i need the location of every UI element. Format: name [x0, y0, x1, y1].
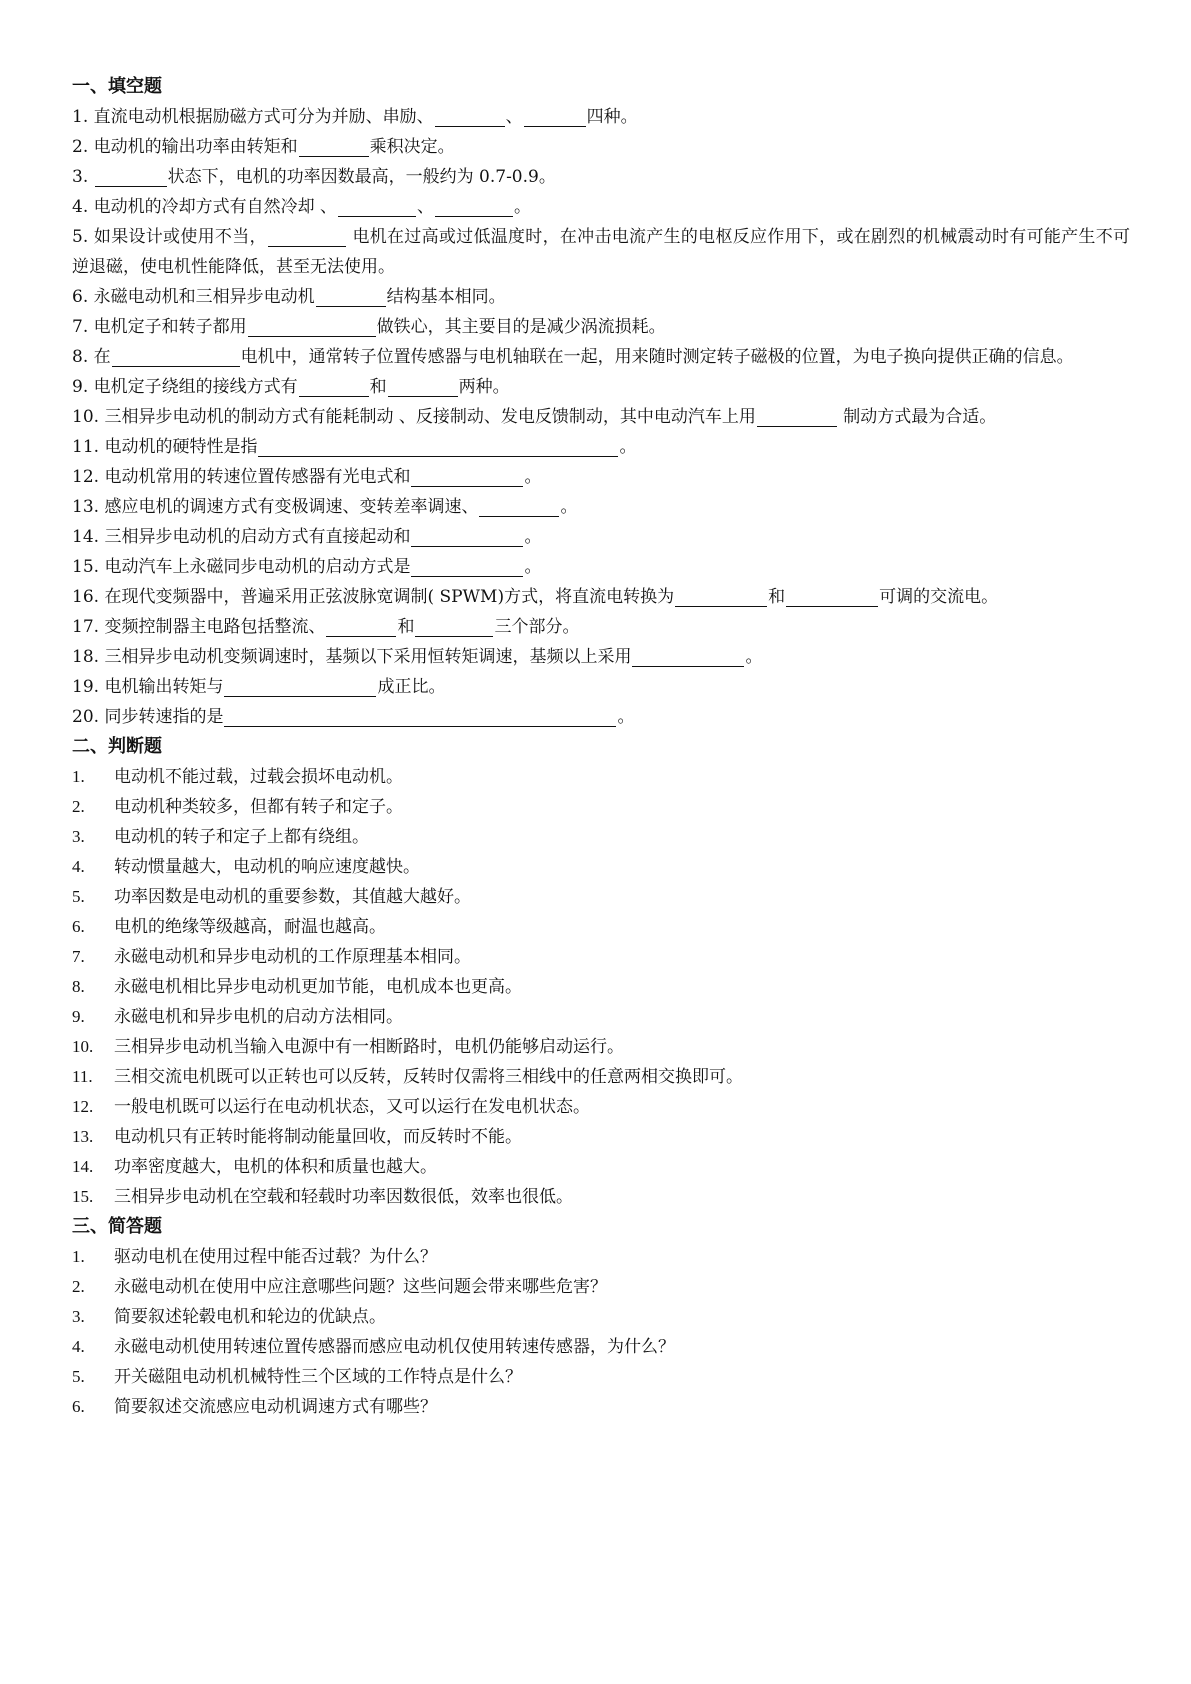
answer-blank[interactable] — [224, 704, 616, 727]
question-text: 13. 感应电机的调速方式有变极调速、变转差率调速、 — [72, 497, 479, 517]
short-answer-item — [72, 1362, 1130, 1392]
true-false-item — [72, 1182, 1130, 1212]
answer-blank[interactable] — [224, 674, 376, 697]
item-text: 电机的绝缘等级越高，耐温也越高。 — [114, 917, 386, 937]
item-text: 三相交流电机既可以正转也可以反转，反转时仅需将三相线中的任意两相交换即可。 — [114, 1067, 743, 1087]
question-text: 和 — [369, 377, 387, 397]
fill-blank-question — [72, 402, 1130, 432]
item-number: 6. — [72, 917, 85, 936]
true-false-item — [72, 1092, 1130, 1122]
item-number: 12. — [72, 1097, 94, 1116]
answer-blank[interactable] — [299, 134, 369, 157]
item-text: 永磁电机和异步电机的启动方法相同。 — [114, 1007, 403, 1027]
fill-blank-list — [72, 102, 1130, 732]
answer-blank[interactable] — [338, 194, 416, 217]
question-text: 电机中，通常转子位置传感器与电机轴联在一起，用来随时测定转子磁极的位置，为电子换向提供正确的信息。 — [240, 347, 1074, 367]
item-text: 一般电机既可以运行在电动机状态，又可以运行在发电机状态。 — [114, 1097, 590, 1117]
question-text: 。 — [524, 527, 542, 547]
section-title: 二、判断题 — [72, 736, 162, 757]
item-number: 4. — [72, 1337, 85, 1356]
section-fill-blank — [72, 72, 1130, 732]
fill-blank-question — [72, 462, 1130, 492]
question-text: 制动方式最为合适。 — [837, 407, 997, 427]
item-text: 转动惯量越大，电动机的响应速度越快。 — [114, 857, 420, 877]
question-text: 四种。 — [586, 107, 638, 127]
question-text: 。 — [560, 497, 578, 517]
item-number: 13. — [72, 1127, 94, 1146]
fill-blank-question — [72, 132, 1130, 162]
item-text: 驱动电机在使用过程中能否过载？为什么？ — [114, 1247, 437, 1267]
answer-blank[interactable] — [411, 524, 523, 547]
fill-blank-question — [72, 312, 1130, 342]
true-false-item — [72, 942, 1130, 972]
question-text: 。 — [524, 467, 542, 487]
item-text: 永磁电机相比异步电动机更加节能，电机成本也更高。 — [114, 977, 522, 997]
true-false-list — [72, 762, 1130, 1212]
question-text: 15. 电动汽车上永磁同步电动机的启动方式是 — [72, 557, 411, 577]
question-text: 3. — [72, 167, 94, 187]
item-number: 2. — [72, 1277, 85, 1296]
question-text: 。 — [617, 707, 635, 727]
question-text: 做铁心，其主要目的是减少涡流损耗。 — [376, 317, 666, 337]
question-text: 11. 电动机的硬特性是指 — [72, 437, 258, 457]
answer-blank[interactable] — [479, 494, 559, 517]
item-text: 简要叙述交流感应电动机调速方式有哪些？ — [114, 1397, 437, 1417]
item-number: 1. — [72, 767, 85, 786]
item-text: 三相异步电动机在空载和轻载时功率因数很低，效率也很低。 — [114, 1187, 573, 1207]
answer-blank[interactable] — [95, 164, 167, 187]
fill-blank-question — [72, 582, 1130, 612]
short-answer-item — [72, 1272, 1130, 1302]
item-number: 10. — [72, 1037, 94, 1056]
short-answer-item — [72, 1392, 1130, 1422]
fill-blank-question — [72, 372, 1130, 402]
section-short-answer — [72, 1212, 1130, 1422]
item-number: 5. — [72, 887, 85, 906]
question-text: 1. 直流电动机根据励磁方式可分为并励、串励、 — [72, 107, 434, 127]
answer-blank[interactable] — [388, 374, 458, 397]
fill-blank-question — [72, 432, 1130, 462]
question-text: 两种。 — [458, 377, 510, 397]
item-number: 3. — [72, 827, 85, 846]
item-text: 电动机种类较多，但都有转子和定子。 — [114, 797, 403, 817]
fill-blank-question — [72, 612, 1130, 642]
question-text: 。 — [619, 437, 637, 457]
section-title: 三、简答题 — [72, 1216, 162, 1237]
question-text: 20. 同步转速指的是 — [72, 707, 224, 727]
item-text: 开关磁阻电动机机械特性三个区域的工作特点是什么？ — [114, 1367, 522, 1387]
item-number: 8. — [72, 977, 85, 996]
question-text: 7. 电机定子和转子都用 — [72, 317, 247, 337]
fill-blank-question — [72, 162, 1130, 192]
fill-blank-question — [72, 522, 1130, 552]
question-text: 14. 三相异步电动机的启动方式有直接起动和 — [72, 527, 411, 547]
item-number: 2. — [72, 797, 85, 816]
fill-blank-question — [72, 102, 1130, 132]
question-text: 、 — [417, 197, 435, 217]
fill-blank-question — [72, 702, 1130, 732]
question-text: 和 — [397, 617, 415, 637]
item-number: 14. — [72, 1157, 94, 1176]
fill-blank-question — [72, 642, 1130, 672]
true-false-item — [72, 852, 1130, 882]
short-answer-list — [72, 1242, 1130, 1422]
question-text: 乘积决定。 — [369, 137, 455, 157]
item-text: 功率因数是电动机的重要参数，其值越大越好。 — [114, 887, 471, 907]
question-text: 8. 在 — [72, 347, 111, 367]
answer-blank[interactable] — [268, 224, 346, 247]
question-text: 。 — [745, 647, 763, 667]
short-answer-item — [72, 1332, 1130, 1362]
answer-blank[interactable] — [786, 584, 878, 607]
true-false-item — [72, 792, 1130, 822]
question-text: 12. 电动机常用的转速位置传感器有光电式和 — [72, 467, 411, 487]
fill-blank-question — [72, 192, 1130, 222]
answer-blank[interactable] — [435, 194, 513, 217]
item-text: 功率密度越大，电机的体积和质量也越大。 — [114, 1157, 437, 1177]
question-text: 和 — [768, 587, 786, 607]
question-text: 2. 电动机的输出功率由转矩和 — [72, 137, 298, 157]
answer-blank[interactable] — [326, 614, 396, 637]
section-title: 一、填空题 — [72, 76, 162, 97]
item-number: 7. — [72, 947, 85, 966]
item-number: 9. — [72, 1007, 85, 1026]
answer-blank[interactable] — [415, 614, 493, 637]
item-number: 5. — [72, 1367, 85, 1386]
answer-blank[interactable] — [316, 284, 386, 307]
question-text: 6. 永磁电动机和三相异步电动机 — [72, 287, 315, 307]
true-false-item — [72, 882, 1130, 912]
answer-blank[interactable] — [435, 104, 505, 127]
fill-blank-question — [72, 552, 1130, 582]
answer-blank[interactable] — [248, 314, 376, 337]
answer-blank[interactable] — [411, 554, 523, 577]
answer-blank[interactable] — [411, 464, 523, 487]
question-text: 状态下，电机的功率因数最高，一般约为 0.7-0.9。 — [167, 167, 556, 187]
question-text: 。 — [514, 197, 532, 217]
question-text: 、 — [505, 107, 523, 127]
item-text: 简要叙述轮毂电机和轮边的优缺点。 — [114, 1307, 386, 1327]
true-false-item — [72, 1002, 1130, 1032]
answer-blank[interactable] — [757, 404, 837, 427]
true-false-item — [72, 1032, 1130, 1062]
fill-blank-question — [72, 282, 1130, 312]
true-false-item — [72, 1062, 1130, 1092]
item-number: 6. — [72, 1397, 85, 1416]
item-text: 电动机只有正转时能将制动能量回收，而反转时不能。 — [114, 1127, 522, 1147]
item-text: 永磁电动机和异步电动机的工作原理基本相同。 — [114, 947, 471, 967]
true-false-item — [72, 972, 1130, 1002]
item-text: 电动机不能过载，过载会损坏电动机。 — [114, 767, 403, 787]
item-text: 电动机的转子和定子上都有绕组。 — [114, 827, 369, 847]
fill-blank-question — [72, 672, 1130, 702]
short-answer-item — [72, 1302, 1130, 1332]
question-text: 成正比。 — [377, 677, 446, 697]
question-text: 17. 变频控制器主电路包括整流、 — [72, 617, 326, 637]
true-false-item — [72, 1152, 1130, 1182]
item-text: 永磁电动机在使用中应注意哪些问题？这些问题会带来哪些危害？ — [114, 1277, 607, 1297]
answer-blank[interactable] — [524, 104, 586, 127]
true-false-item — [72, 762, 1130, 792]
question-text: 4. 电动机的冷却方式有自然冷却 、 — [72, 197, 338, 217]
question-text: 18. 三相异步电动机变频调速时，基频以下采用恒转矩调速，基频以上采用 — [72, 647, 632, 667]
item-number: 15. — [72, 1187, 94, 1206]
item-text: 永磁电动机使用转速位置传感器而感应电动机仅使用转速传感器，为什么？ — [114, 1337, 675, 1357]
true-false-item — [72, 822, 1130, 852]
item-number: 11. — [72, 1067, 93, 1086]
true-false-item — [72, 912, 1130, 942]
answer-blank[interactable] — [632, 644, 744, 667]
question-text: 。 — [524, 557, 542, 577]
answer-blank[interactable] — [258, 434, 618, 457]
short-answer-item — [72, 1242, 1130, 1272]
question-text: 9. 电机定子绕组的接线方式有 — [72, 377, 298, 397]
fill-blank-question — [72, 492, 1130, 522]
item-number: 1. — [72, 1247, 85, 1266]
answer-blank[interactable] — [299, 374, 369, 397]
item-number: 3. — [72, 1307, 85, 1326]
question-text: 结构基本相同。 — [386, 287, 506, 307]
true-false-item — [72, 1122, 1130, 1152]
fill-blank-question — [72, 342, 1130, 372]
question-text: 电机在过高或过低温度时，在冲击电流产生的电枢反应作用下，或在剧烈的机械震动时有可能产生不可逆退磁，使电机性能降低，甚至无法使用。 — [72, 227, 1130, 277]
item-number: 4. — [72, 857, 85, 876]
question-text: 16. 在现代变频器中，普遍采用正弦波脉宽调制( SPWM)方式，将直流电转换为 — [72, 587, 675, 607]
section-true-false — [72, 732, 1130, 1212]
question-text: 可调的交流电。 — [879, 587, 999, 607]
question-text: 5. 如果设计或使用不当， — [72, 227, 267, 247]
fill-blank-question — [72, 222, 1130, 282]
answer-blank[interactable] — [112, 344, 240, 367]
exam-page — [72, 72, 1130, 1422]
question-text: 10. 三相异步电动机的制动方式有能耗制动 、反接制动、发电反馈制动，其中电动汽车上用 — [72, 407, 756, 427]
question-text: 三个部分。 — [494, 617, 580, 637]
item-text: 三相异步电动机当输入电源中有一相断路时，电机仍能够启动运行。 — [114, 1037, 624, 1057]
question-text: 19. 电机输出转矩与 — [72, 677, 224, 697]
answer-blank[interactable] — [675, 584, 767, 607]
